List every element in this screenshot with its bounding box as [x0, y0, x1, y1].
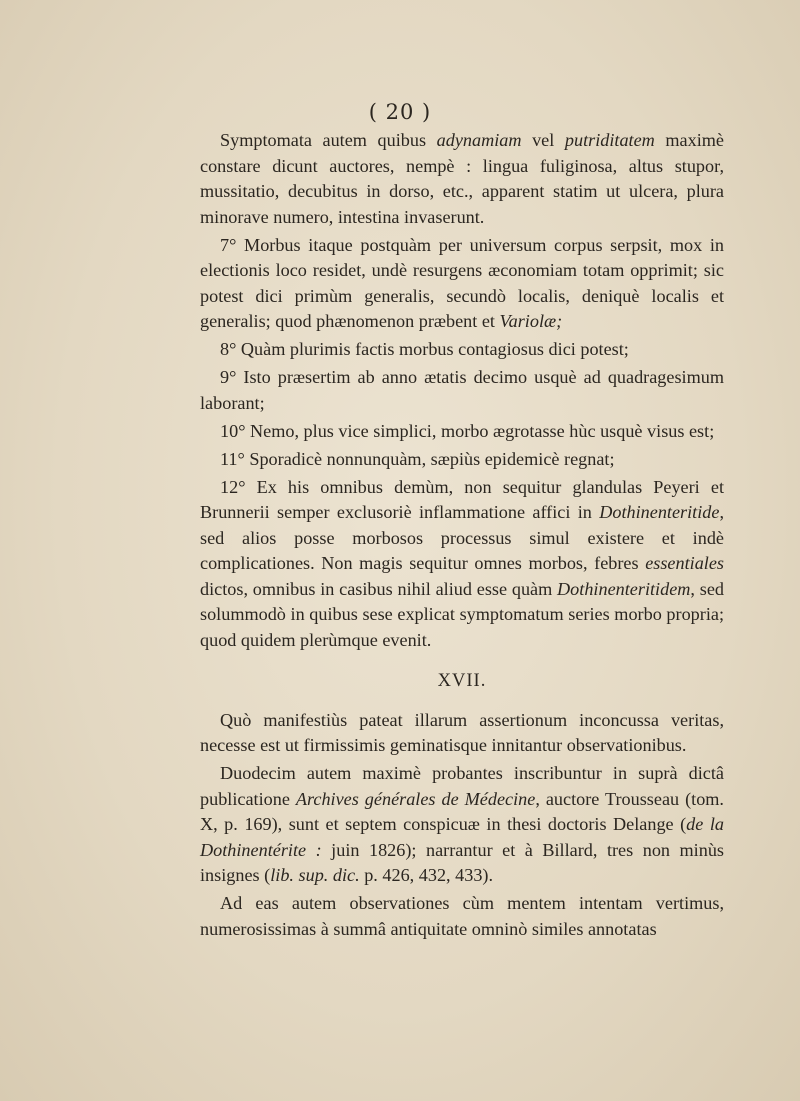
italic-term: Variolæ;: [499, 311, 563, 331]
paragraph: [200, 233, 724, 335]
italic-term: Dothinenteritide: [599, 502, 720, 522]
paragraph: [200, 761, 724, 889]
text-run: 8° Quàm plurimis factis morbus contagiosus dici potest;: [220, 339, 629, 359]
text-run: dictos, omnibus in casibus nihil aliud esse quàm: [200, 578, 558, 599]
text-run: , sed alios posse morbosos processus simul existere et indè complicationes. Non magis sequitur omnes morbos, febres: [200, 502, 724, 573]
text-run: 11° Sporadicè nonnunquàm, sæpiùs epidemicè regnat;: [220, 448, 615, 469]
text-run: p. 426, 432, 433).: [359, 865, 494, 885]
italic-term: essentiales: [645, 553, 724, 573]
paragraph: [200, 475, 724, 654]
body-text: [200, 128, 724, 945]
paragraph: [200, 337, 724, 363]
paragraph: [200, 365, 724, 416]
italic-term: adynamiam: [436, 130, 522, 150]
italic-term: Archives générales de Médecine: [295, 788, 536, 809]
text-run: Ad eas autem observationes cùm mentem intentam vertimus, numerosissimas à summâ antiquitate omninò similes annotatas: [200, 893, 724, 939]
text-run: vel: [521, 130, 565, 150]
italic-term: Dothinenteritidem: [557, 578, 691, 599]
text-run: juin 1826); narrantur et à Billard, tres non minùs insignes (: [200, 839, 724, 885]
paragraph: [200, 419, 724, 445]
text-run: , auctore Trousseau (tom. X, p. 169), sunt et septem conspicuæ in thesi doctoris Delange (: [200, 788, 724, 834]
text-run: Quò manifestiùs pateat illarum assertionum inconcussa veritas, necesse est ut firmissimis geminatisque innitantur observationibus.: [200, 709, 724, 755]
text-run: 12° Ex his omnibus demùm, non sequitur glandulas Peyeri et Brunnerii semper exclusoriè inflammatione affici in: [200, 476, 724, 522]
paragraph: [200, 708, 724, 759]
text-run: 7° Morbus itaque postquàm per universum corpus serpsit, mox in electionis loco residet, undè resurgens æconomiam totam opprimit; sic potest dici primùm generalis, secundò localis, deniquè localis et generalis; quod phænomenon præbent et: [200, 234, 724, 331]
text-run: , sed solummodò in quibus sese explicat symptomatum series morbo propria; quod quidem plerùmque evenit.: [200, 578, 724, 650]
text-run: Symptomata autem quibus: [220, 130, 437, 150]
paragraph: [200, 447, 724, 473]
paragraph: [200, 891, 724, 942]
page-number: ( 20 ): [368, 100, 432, 124]
italic-term: putriditatem: [564, 130, 655, 150]
text-run: Duodecim autem maximè probantes inscribuntur in suprà dictâ publicatione: [200, 763, 724, 809]
section-heading: XVII.: [437, 671, 487, 691]
text-run: maximè constare dicunt auctores, nempè : lingua fuliginosa, altus stupor, mussitatio, decubitus in dorso, etc., apparent statim ut ulcera, plura minorave numero, intestina invaserunt.: [200, 130, 724, 227]
text-run: 10° Nemo, plus vice simplici, morbo ægrotasse hùc usquè visus est;: [220, 420, 715, 441]
italic-term: de la Dothinentérite :: [200, 814, 724, 860]
paragraph: [200, 128, 724, 230]
italic-term: lib. sup. dic.: [270, 865, 360, 885]
text-run: 9° Isto præsertim ab anno ætatis decimo usquè ad quadragesimum laborant;: [200, 367, 724, 413]
